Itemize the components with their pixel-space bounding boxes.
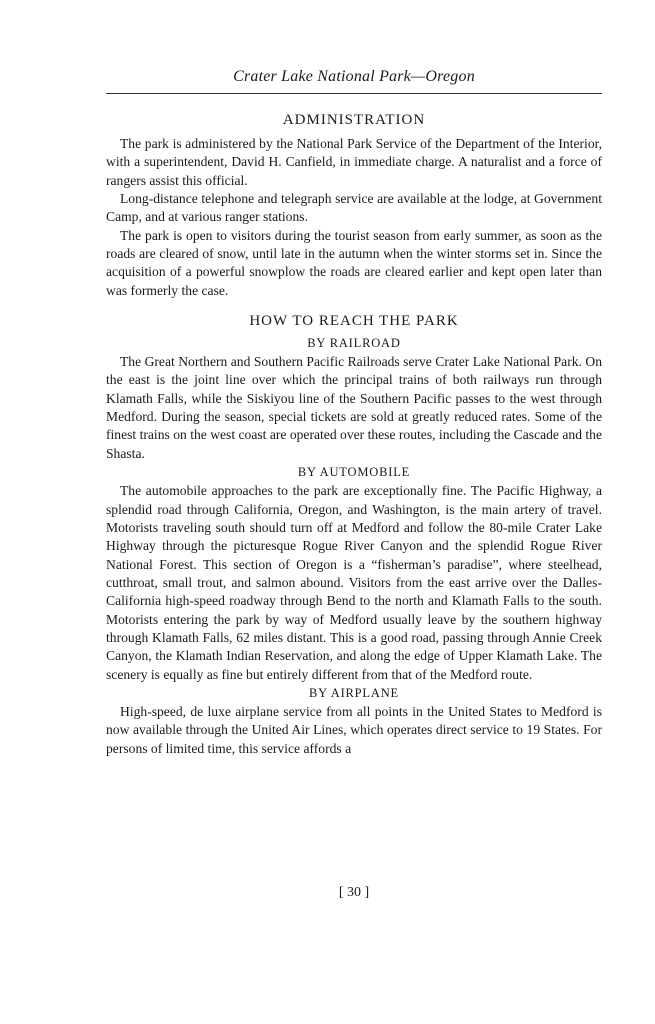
- header-rule: [106, 93, 602, 94]
- airplane-heading: BY AIRPLANE: [309, 685, 399, 700]
- airplane-paragraph: High-speed, de luxe airplane service from all points in the United States to Medford is now available through the United Air Lines, which operates direct service to 19 States. For persons of limited time, this service affords a: [106, 703, 602, 756]
- page-number: [ 30 ]: [338, 885, 370, 900]
- administration-paragraph-3: The park is open to visitors during the tourist season from early summer, as soon as the roads are cleared of snow, until late in the autumn when the winter storms set in. Since the acquisition of a powerful snowplow the roads are cleared earlier and kept open later than was formerly the case.: [106, 227, 602, 298]
- administration-paragraph-2: Long-distance telephone and telegraph service are available at the lodge, at Government Camp, and at various ranger stations.: [106, 191, 602, 225]
- administration-heading: ADMINISTRATION: [282, 112, 426, 128]
- body-text: [106, 109, 602, 758]
- administration-paragraph-1: The park is administered by the National Park Service of the Department of the Interior, with a superintendent, David H. Canfield, in immediate charge. A naturalist and a force of rangers assist this official.: [106, 136, 602, 188]
- automobile-paragraph: The automobile approaches to the park are exceptionally fine. The Pacific Highway, a splendid road through California, Oregon, and Washington, is the main artery of travel. Motorists traveling south should turn off at Medford and follow the 80-mile Crater Lake Highway through the picturesque Rogue River Canyon and the splendid Rogue River National Forest. This section of Oregon is a “fisherman’s paradise”, where steelhead, cutthroat, small trout, and salmon abound. Visitors from the east arrive over the Dalles-California high-speed roadway through Bend to the north and Klamath Falls to the south. Motorists entering the park by way of Medford usually leave by the southern highway through Klamath Falls, 62 miles distant. This is a good road, passing through Annie Creek Canyon, the Klamath Indian Reservation, and along the edge of Upper Klamath Lake. The scenery is equally as fine but entirely different from that of the Medford route.: [106, 483, 602, 682]
- automobile-heading: BY AUTOMOBILE: [297, 465, 411, 480]
- railroad-paragraph: The Great Northern and Southern Pacific Railroads serve Crater Lake National Park. On the east is the joint line over which the principal trains of both railways run through Klamath Falls, while the Siskiyou line of the Southern Pacific passes to the west through Medford. During the season, special tickets are sold at greatly reduced rates. Some of the finest trains on the west coast are operated over these routes, including the Cascade and the Shasta.: [106, 354, 602, 461]
- running-head: Crater Lake National Park—Oregon: [233, 68, 475, 85]
- how-to-reach-heading: HOW TO REACH THE PARK: [249, 313, 459, 330]
- railroad-heading: BY RAILROAD: [307, 336, 401, 351]
